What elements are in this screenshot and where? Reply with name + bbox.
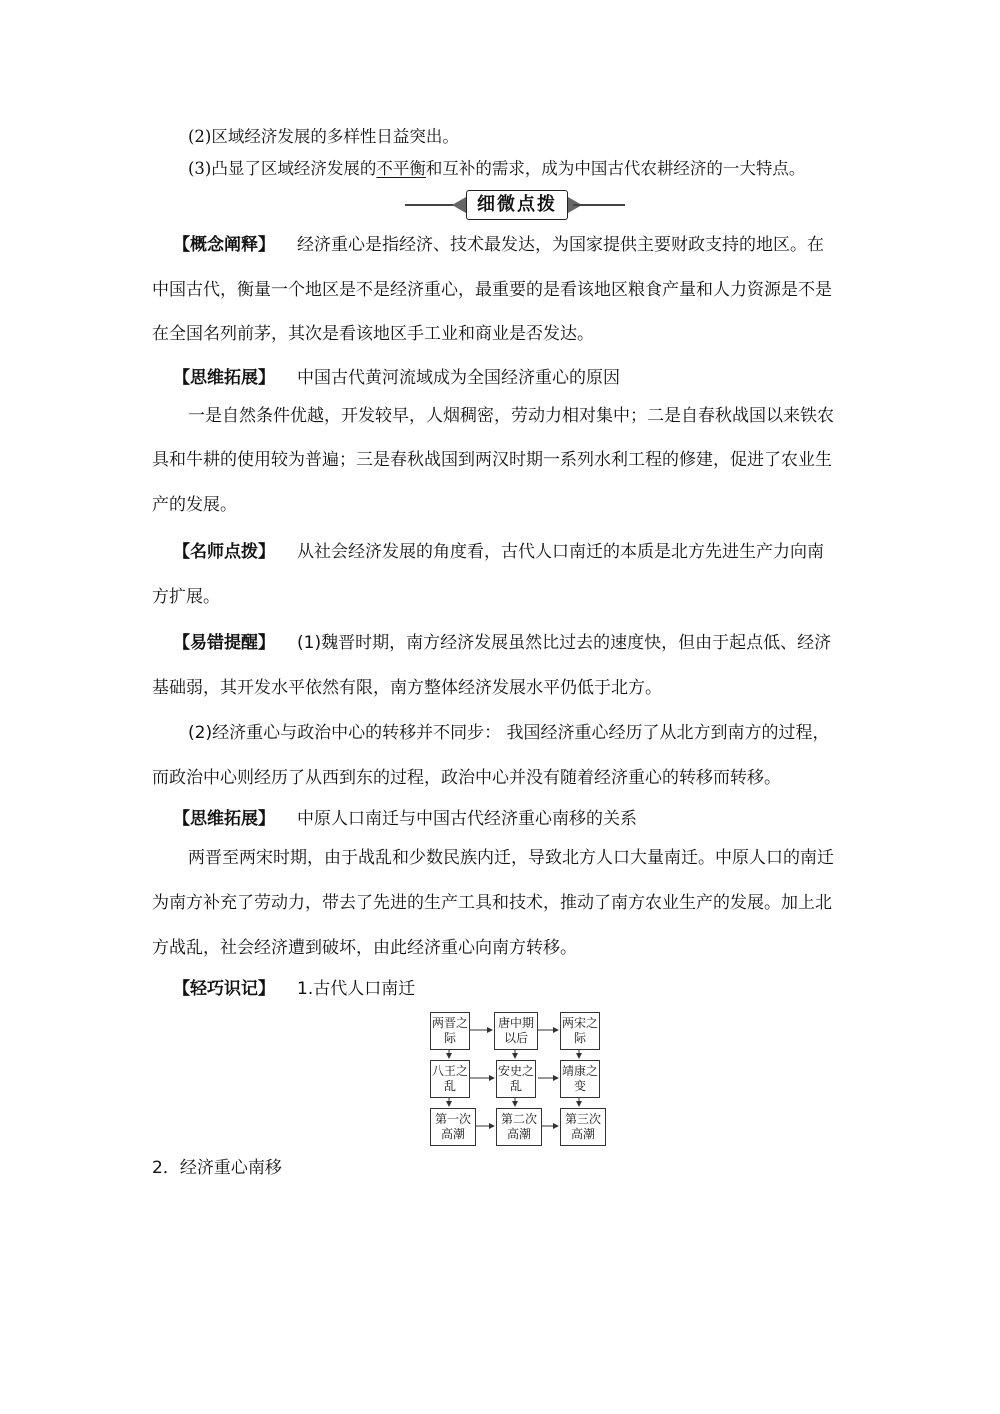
point-3-text-b: 和互补的需求，成为中国古代农耕经济的一大特点。 xyxy=(425,159,806,178)
node-wave-2: 第二次高潮 xyxy=(496,1108,542,1146)
concept-line-1 xyxy=(173,234,824,256)
mistake-line-3: (2)经济重心与政治中心的转移并不同步： 我国经济重心经历了从北方到南方的过程， xyxy=(188,723,830,743)
node-wave-3: 第三次高潮 xyxy=(560,1108,606,1146)
mistake-line-4: 而政治中心则经历了从西到东的过程，政治中心并没有随着经济重心的转移而转移。 xyxy=(152,768,781,788)
banner-left-triangle xyxy=(452,197,466,213)
banner-right-rule xyxy=(573,204,625,206)
thinking-1-heading xyxy=(173,367,620,389)
migration-flow-diagram xyxy=(420,1010,620,1145)
thinking-2-line-2: 为南方补充了劳动力，带去了先进的生产工具和技术，推动了南方农业生产的发展。加上北 xyxy=(152,893,832,913)
node-liangjin: 两晋之际 xyxy=(430,1012,470,1050)
thinking-2-line-1: 两晋至两宋时期，由于战乱和少数民族内迁，导致北方人口大量南迁。中原人口的南迁 xyxy=(188,848,834,868)
node-wave-1: 第一次高潮 xyxy=(430,1108,476,1146)
banner-title: 细微点拨 xyxy=(466,190,568,220)
memory-item-1: 1.古代人口南迁 xyxy=(297,979,416,999)
thinking-2-title: 中原人口南迁与中国古代经济重心南移的关系 xyxy=(297,809,637,829)
concept-text-1: 经济重心是指经济、技术最发达，为国家提供主要财政支持的地区。在 xyxy=(297,235,824,255)
section-banner xyxy=(405,190,625,220)
node-tang-mid: 唐中期以后 xyxy=(494,1012,538,1050)
node-anshi: 安史之乱 xyxy=(496,1060,536,1098)
thinking-1-line-3: 产的发展。 xyxy=(152,495,237,515)
teacher-line-2: 方扩展。 xyxy=(152,587,220,607)
memory-item-2: 2．经济重心南移 xyxy=(152,1158,282,1178)
concept-line-2: 中国古代，衡量一个地区是不是经济重心，最重要的是看该地区粮食产量和人力资源是不是 xyxy=(152,280,832,300)
thinking-2-line-3: 方战乱，社会经济遭到破坏，由此经济重心向南方转移。 xyxy=(152,938,577,958)
point-3-underlined: 不平衡 xyxy=(376,159,426,178)
concept-line-3: 在全国名列前茅，其次是看该地区手工业和商业是否发达。 xyxy=(152,324,594,344)
point-2-line: (2)区域经济发展的多样性日益突出。 xyxy=(188,127,459,146)
node-bawang: 八王之乱 xyxy=(430,1060,470,1098)
thinking-1-line-2: 具和牛耕的使用较为普遍；三是春秋战国到两汉时期一系列水利工程的修建，促进了农业生 xyxy=(152,450,832,470)
thinking-2-heading xyxy=(173,808,637,830)
point-3-line xyxy=(188,158,805,180)
teacher-text-1: 从社会经济发展的角度看，古代人口南迁的本质是北方先进生产力向南 xyxy=(297,542,824,562)
thinking-1-line-1: 一是自然条件优越，开发较早，人烟稠密，劳动力相对集中；二是自春秋战国以来铁农 xyxy=(188,406,834,426)
mistake-line-2: 基础弱，其开发水平依然有限，南方整体经济发展水平仍低于北方。 xyxy=(152,678,662,698)
thinking-1-label: 【思维拓展】 xyxy=(173,368,275,388)
teacher-label: 【名师点拨】 xyxy=(173,542,275,562)
mistake-text-1: (1)魏晋时期，南方经济发展虽然比过去的速度快，但由于起点低、经济 xyxy=(297,633,832,653)
node-jingkang: 靖康之变 xyxy=(560,1060,600,1098)
teacher-line-1 xyxy=(173,541,824,563)
thinking-1-title: 中国古代黄河流域成为全国经济重心的原因 xyxy=(297,368,620,388)
point-3-text-a: (3)凸显了区域经济发展的 xyxy=(188,159,377,178)
concept-label: 【概念阐释】 xyxy=(173,235,275,255)
memory-label: 【轻巧识记】 xyxy=(173,979,275,999)
mistake-label: 【易错提醒】 xyxy=(173,633,275,653)
memory-heading xyxy=(173,978,415,1000)
node-liangsong: 两宋之际 xyxy=(560,1012,600,1050)
thinking-2-label: 【思维拓展】 xyxy=(173,809,275,829)
mistake-line-1 xyxy=(173,632,831,654)
